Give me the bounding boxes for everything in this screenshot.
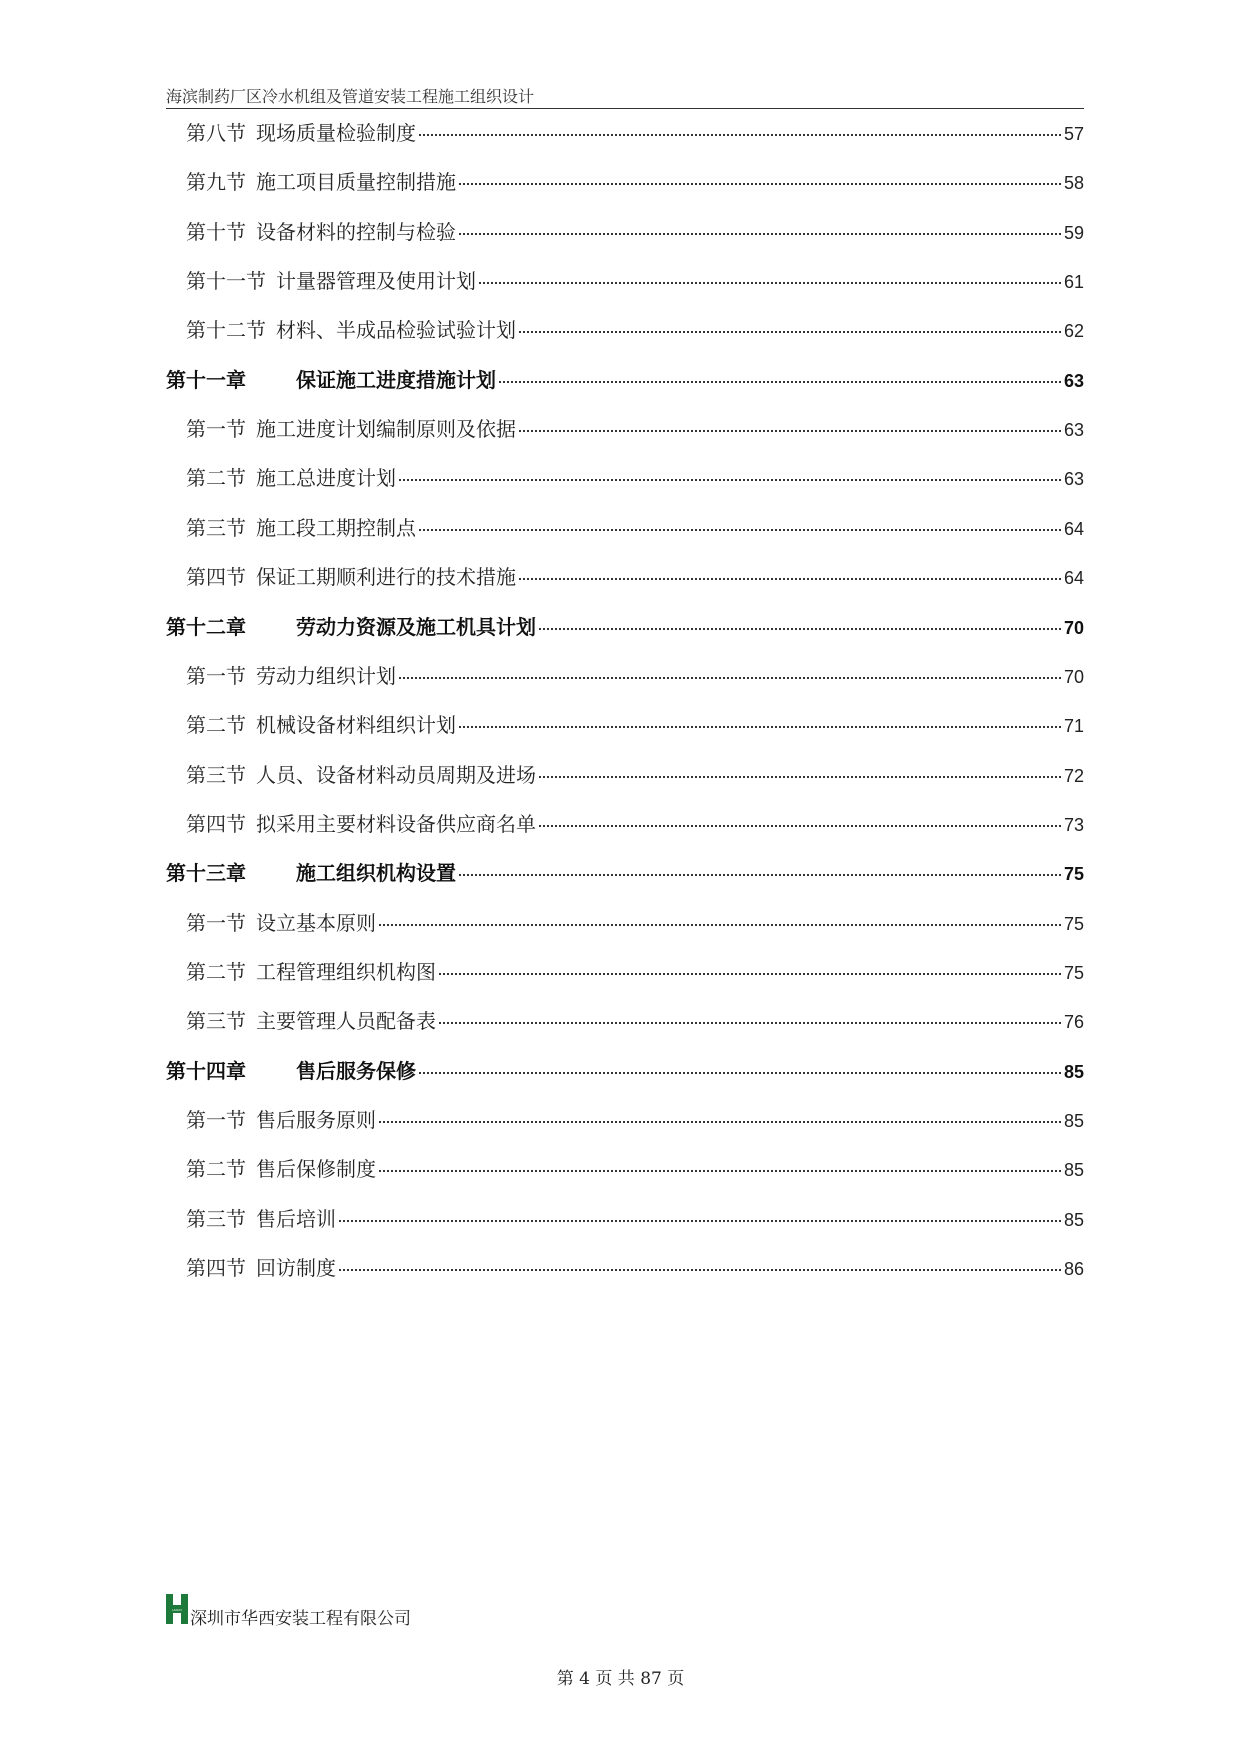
toc-entry-title: 拟采用主要材料设备供应商名单 xyxy=(256,812,536,836)
footer-company-name: 深圳市华西安装工程有限公司 xyxy=(190,1609,411,1629)
toc-entry-page: 72 xyxy=(1063,766,1084,786)
toc-dot-leader xyxy=(539,628,1061,630)
toc-section-entry[interactable] xyxy=(186,561,1084,587)
toc-entry-page: 61 xyxy=(1063,272,1084,292)
toc-entry-number: 第三节 xyxy=(186,516,246,540)
toc-dot-leader xyxy=(539,825,1061,827)
toc-section-entry[interactable] xyxy=(186,117,1084,143)
toc-entry-page: 63 xyxy=(1063,420,1084,440)
toc-entry-page: 85 xyxy=(1063,1062,1084,1082)
toc-entry-number: 第二节 xyxy=(186,713,246,737)
toc-dot-leader xyxy=(399,479,1061,481)
toc-dot-leader xyxy=(499,381,1061,383)
toc-section-entry[interactable] xyxy=(186,1104,1084,1130)
toc-dot-leader xyxy=(379,924,1061,926)
document-title: 海滨制药厂区冷水机组及管道安装工程施工组织设计 xyxy=(166,87,535,106)
toc-entry-page: 70 xyxy=(1063,667,1084,687)
toc-entry-title: 设备材料的控制与检验 xyxy=(256,220,456,244)
toc-dot-leader xyxy=(479,282,1061,284)
toc-entry-page: 86 xyxy=(1063,1259,1084,1279)
page-number: 第 4 页 共 87 页 xyxy=(556,1669,685,1689)
toc-entry-title: 施工项目质量控制措施 xyxy=(256,170,456,194)
toc-entry-page: 58 xyxy=(1063,173,1084,193)
toc-entry-number: 第一节 xyxy=(186,911,246,935)
toc-entry-title: 售后培训 xyxy=(256,1207,336,1231)
toc-chapter-entry[interactable] xyxy=(166,857,1084,883)
toc-entry-page: 85 xyxy=(1063,1160,1084,1180)
company-logo xyxy=(166,1594,188,1624)
toc-dot-leader xyxy=(539,776,1061,778)
toc-entry-number: 第四节 xyxy=(186,812,246,836)
toc-dot-leader xyxy=(379,1121,1061,1123)
toc-dot-leader xyxy=(519,430,1061,432)
toc-entry-title: 回访制度 xyxy=(256,1256,336,1280)
toc-dot-leader xyxy=(419,134,1061,136)
toc-entry-number: 第四节 xyxy=(186,1256,246,1280)
toc-entry-title: 施工进度计划编制原则及依据 xyxy=(256,417,516,441)
toc-entry-title: 保证工期顺利进行的技术措施 xyxy=(256,565,516,589)
toc-entry-page: 76 xyxy=(1063,1012,1084,1032)
toc-dot-leader xyxy=(419,529,1061,531)
toc-entry-number: 第三节 xyxy=(186,763,246,787)
toc-entry-title: 计量器管理及使用计划 xyxy=(276,269,476,293)
toc-entry-number: 第十三章 xyxy=(166,861,246,885)
toc-entry-number: 第二节 xyxy=(186,1157,246,1181)
toc-entry-number: 第一节 xyxy=(186,664,246,688)
toc-dot-leader xyxy=(439,973,1061,975)
toc-entry-title: 劳动力组织计划 xyxy=(256,664,396,688)
toc-dot-leader xyxy=(399,677,1061,679)
toc-entry-title: 保证施工进度措施计划 xyxy=(296,368,496,392)
toc-chapter-entry[interactable] xyxy=(166,364,1084,390)
toc-entry-title: 劳动力资源及施工机具计划 xyxy=(296,615,536,639)
toc-entry-page: 59 xyxy=(1063,223,1084,243)
toc-entry-title: 现场质量检验制度 xyxy=(256,121,416,145)
toc-entry-number: 第三节 xyxy=(186,1009,246,1033)
toc-chapter-entry[interactable] xyxy=(166,611,1084,637)
toc-dot-leader xyxy=(519,578,1061,580)
toc-entry-title: 售后保修制度 xyxy=(256,1157,376,1181)
toc-entry-page: 62 xyxy=(1063,321,1084,341)
toc-dot-leader xyxy=(379,1170,1061,1172)
toc-entry-title: 工程管理组织机构图 xyxy=(256,960,436,984)
toc-dot-leader xyxy=(339,1220,1061,1222)
toc-entry-page: 57 xyxy=(1063,124,1084,144)
toc-entry-number: 第一节 xyxy=(186,417,246,441)
toc-section-entry[interactable] xyxy=(186,462,1084,488)
toc-entry-number: 第九节 xyxy=(186,170,246,194)
toc-entry-number: 第二节 xyxy=(186,466,246,490)
toc-entry-page: 85 xyxy=(1063,1111,1084,1131)
toc-entry-number: 第十四章 xyxy=(166,1059,246,1083)
toc-entry-number: 第十二章 xyxy=(166,615,246,639)
toc-section-entry[interactable] xyxy=(186,907,1084,933)
toc-dot-leader xyxy=(439,1022,1061,1024)
toc-entry-page: 73 xyxy=(1063,815,1084,835)
toc-chapter-entry[interactable] xyxy=(166,1055,1084,1081)
toc-section-entry[interactable] xyxy=(186,759,1084,785)
toc-entry-number: 第十一章 xyxy=(166,368,246,392)
toc-section-entry[interactable] xyxy=(186,265,1084,291)
toc-entry-page: 70 xyxy=(1063,618,1084,638)
toc-section-entry[interactable] xyxy=(186,216,1084,242)
toc-dot-leader xyxy=(459,183,1061,185)
toc-entry-title: 设立基本原则 xyxy=(256,911,376,935)
toc-dot-leader xyxy=(339,1269,1061,1271)
toc-entry-number: 第十一节 xyxy=(186,269,266,293)
toc-entry-title: 施工段工期控制点 xyxy=(256,516,416,540)
toc-dot-leader xyxy=(419,1072,1061,1074)
toc-section-entry[interactable] xyxy=(186,1005,1084,1031)
toc-section-entry[interactable] xyxy=(186,709,1084,735)
toc-entry-number: 第十节 xyxy=(186,220,246,244)
toc-section-entry[interactable] xyxy=(186,413,1084,439)
toc-entry-title: 机械设备材料组织计划 xyxy=(256,713,456,737)
toc-dot-leader xyxy=(459,874,1061,876)
toc-entry-page: 75 xyxy=(1063,963,1084,983)
toc-entry-page: 75 xyxy=(1063,914,1084,934)
toc-entry-title: 主要管理人员配备表 xyxy=(256,1009,436,1033)
toc-entry-page: 63 xyxy=(1063,371,1084,391)
toc-entry-page: 64 xyxy=(1063,519,1084,539)
toc-entry-title: 售后服务原则 xyxy=(256,1108,376,1132)
toc-dot-leader xyxy=(459,726,1061,728)
toc-entry-number: 第三节 xyxy=(186,1207,246,1231)
toc-entry-number: 第四节 xyxy=(186,565,246,589)
toc-entry-title: 施工组织机构设置 xyxy=(296,861,456,885)
toc-entry-number: 第十二节 xyxy=(186,318,266,342)
toc-section-entry[interactable] xyxy=(186,166,1084,192)
toc-section-entry[interactable] xyxy=(186,512,1084,538)
page-header xyxy=(166,84,1084,109)
toc-section-entry[interactable] xyxy=(186,1203,1084,1229)
toc-entry-number: 第一节 xyxy=(186,1108,246,1132)
toc-section-entry[interactable] xyxy=(186,660,1084,686)
toc-entry-page: 64 xyxy=(1063,568,1084,588)
toc-section-entry[interactable] xyxy=(186,808,1084,834)
toc-dot-leader xyxy=(519,331,1061,333)
toc-entry-title: 材料、半成品检验试验计划 xyxy=(276,318,516,342)
toc-entry-number: 第二节 xyxy=(186,960,246,984)
toc-entry-title: 人员、设备材料动员周期及进场 xyxy=(256,763,536,787)
toc-entry-title: 施工总进度计划 xyxy=(256,466,396,490)
logo-text: HUAXI xyxy=(172,1608,182,1612)
toc-section-entry[interactable] xyxy=(186,1252,1084,1278)
toc-entry-page: 85 xyxy=(1063,1210,1084,1230)
logo-right-bar xyxy=(181,1594,188,1624)
toc-entry-page: 75 xyxy=(1063,864,1084,884)
toc-entry-page: 63 xyxy=(1063,469,1084,489)
toc-section-entry[interactable] xyxy=(186,956,1084,982)
toc-section-entry[interactable] xyxy=(186,1153,1084,1179)
toc-dot-leader xyxy=(459,233,1061,235)
toc-entry-title: 售后服务保修 xyxy=(296,1059,416,1083)
toc-section-entry[interactable] xyxy=(186,314,1084,340)
toc-entry-number: 第八节 xyxy=(186,121,246,145)
toc-entry-page: 71 xyxy=(1063,716,1084,736)
